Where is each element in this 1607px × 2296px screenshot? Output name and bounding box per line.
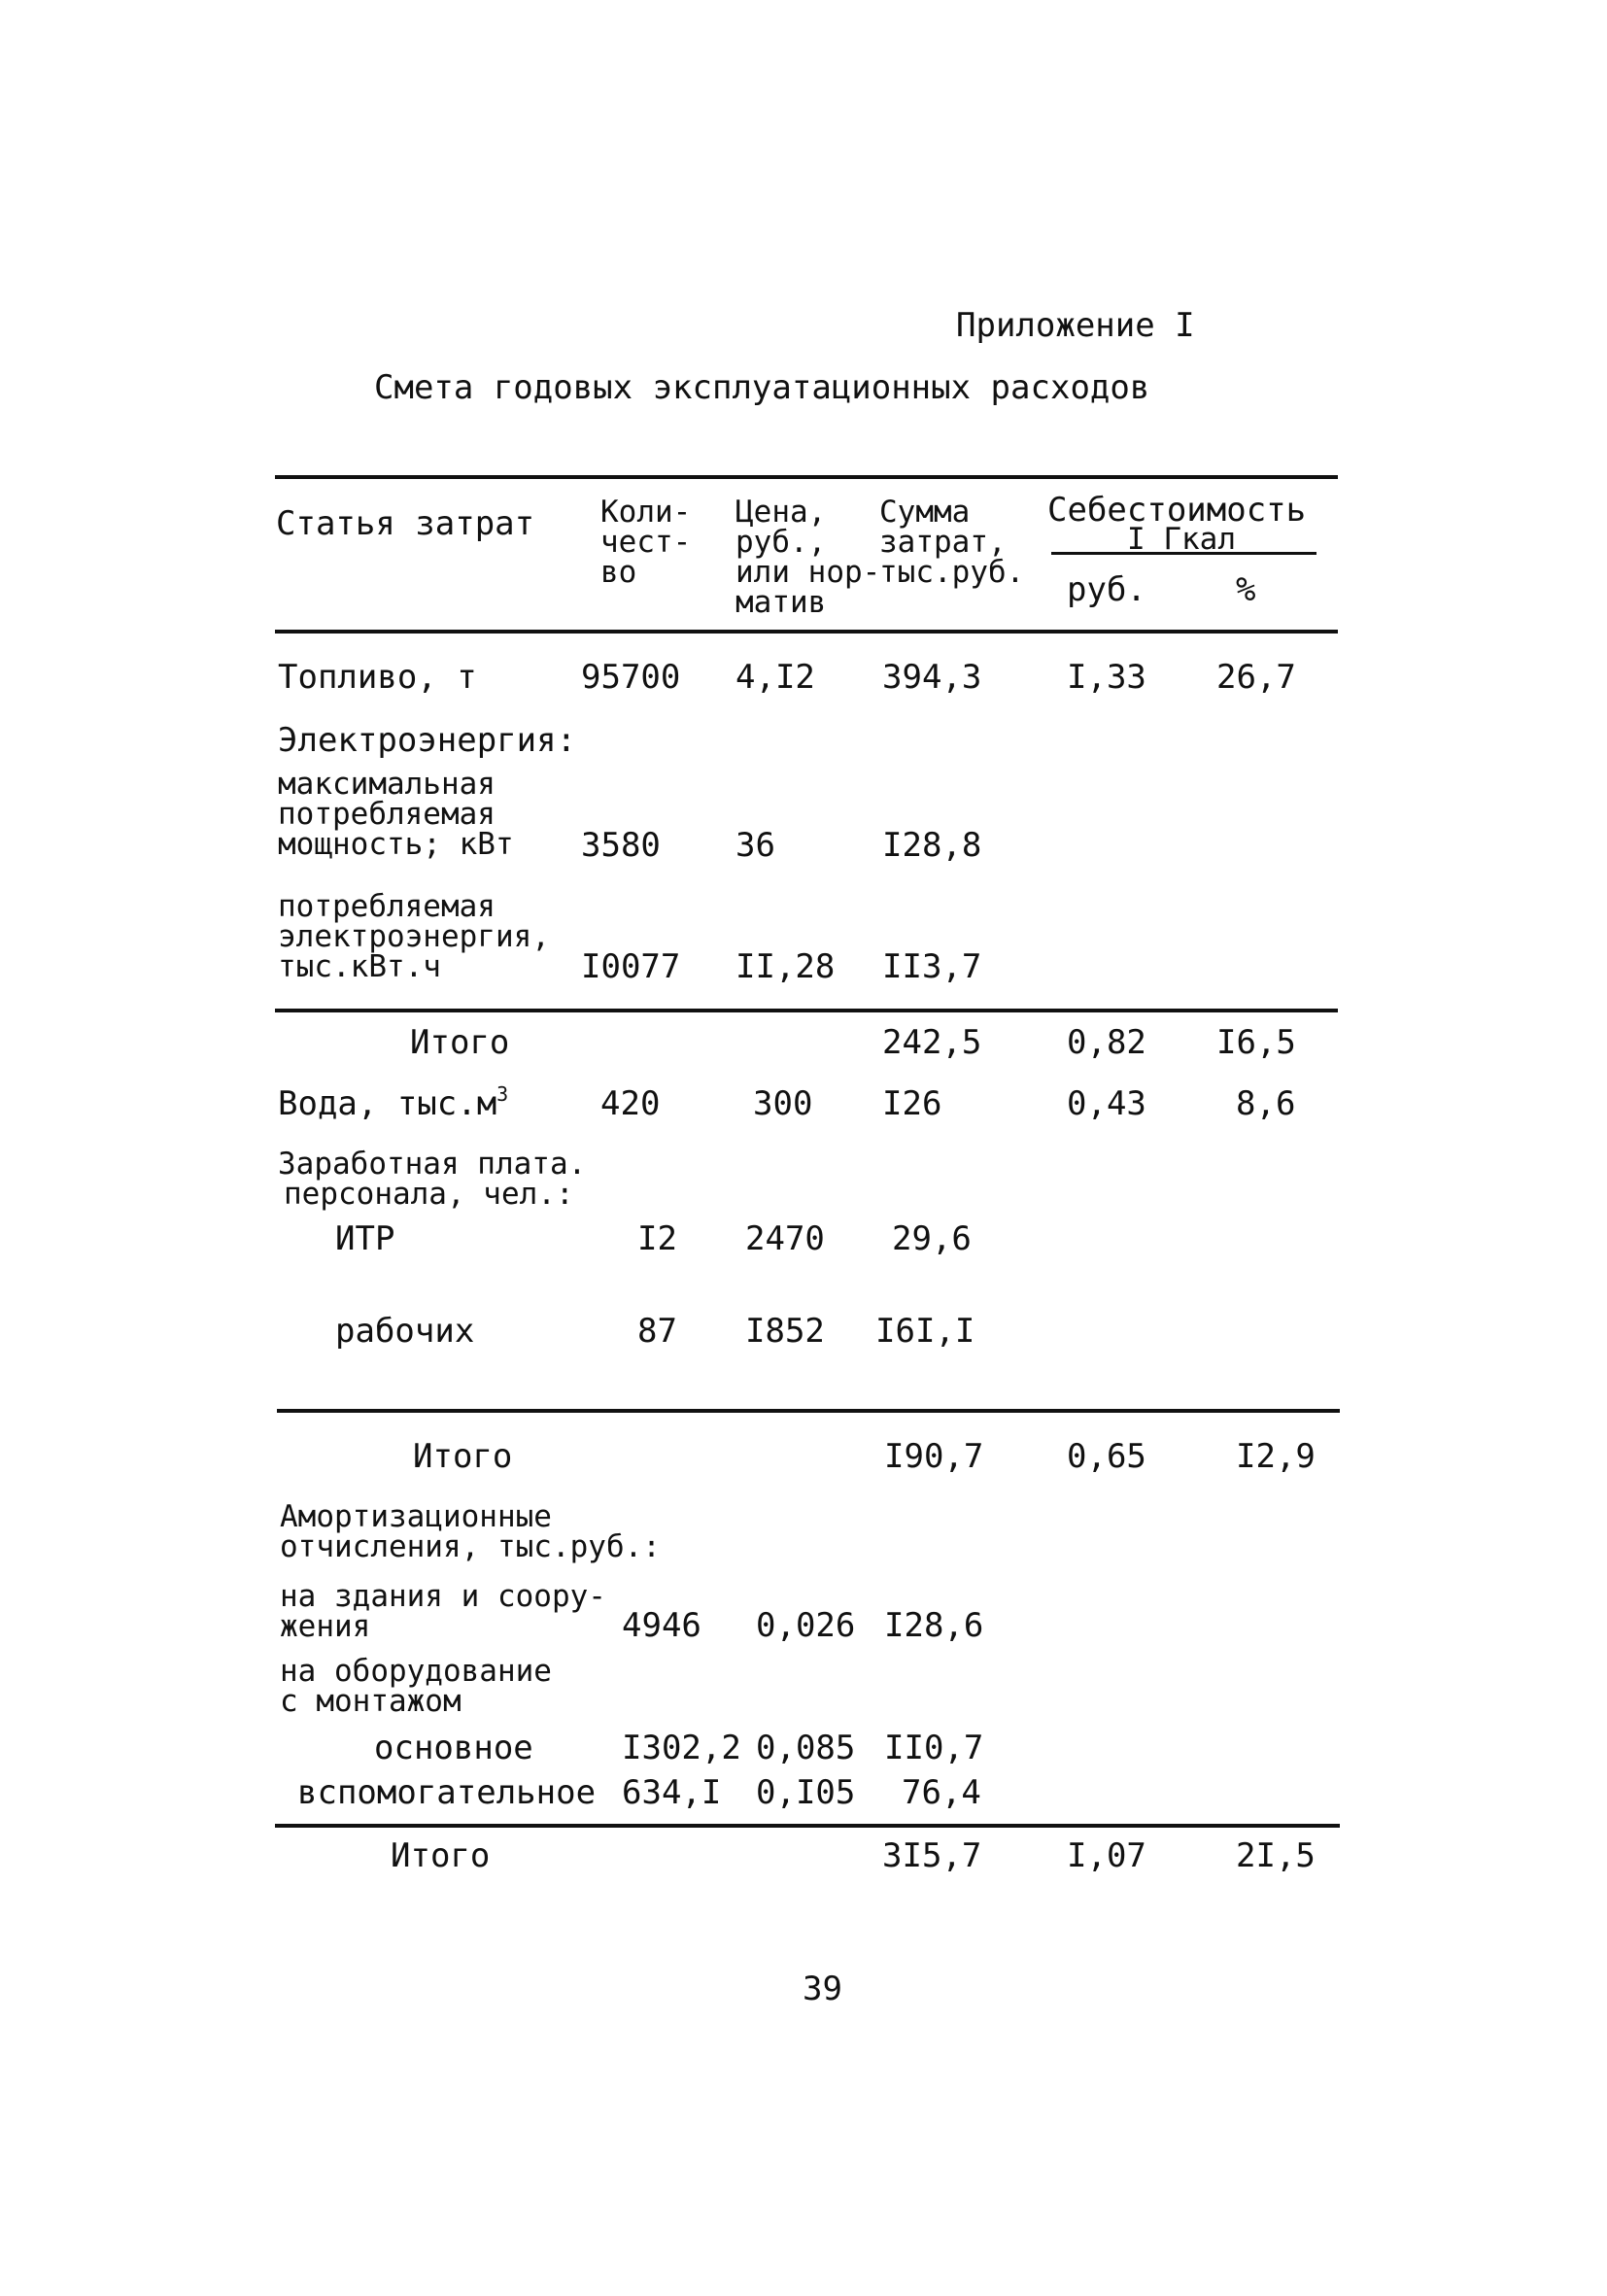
table-top-rule [275,475,1338,479]
main-equipment-sum: II0,7 [884,1729,984,1767]
total2-sum: I90,7 [884,1437,984,1476]
header-bottom-rule [275,630,1338,634]
aux-equipment-label: вспомогательное [297,1773,597,1812]
water-price: 300 [753,1084,813,1123]
electricity-header: Электроэнергия: [278,721,577,760]
buildings-sum: I28,6 [884,1606,984,1645]
workers-price: I852 [745,1312,825,1351]
total1-rub: 0,82 [1067,1023,1146,1062]
row-fuel-label: Топливо, т [278,658,477,697]
amort-header-2: отчисления, тыс.руб.: [280,1529,661,1564]
total2-pct: I2,9 [1236,1437,1316,1476]
aux-equipment-qty: 634,I [622,1773,722,1812]
consumed-label-2: электроэнергия, [278,919,550,954]
max-power-price: 36 [735,826,775,865]
header-price-2: руб., [735,525,827,560]
total1-label: Итого [410,1023,510,1062]
main-equipment-qty: I302,2 [622,1729,741,1767]
consumed-label-1: потребляемая [278,889,496,924]
main-equipment-price: 0,085 [756,1729,856,1767]
water-pct: 8,6 [1236,1084,1296,1123]
total3-rub: I,07 [1067,1836,1146,1875]
water-label: Вода, $тыс.м^3$ [278,1082,509,1123]
buildings-label-1: на здания и соору- [280,1579,606,1614]
rule-total3 [275,1824,1340,1828]
max-power-label-1: максимальная [278,767,496,802]
row-fuel-sum: 394,3 [882,658,982,697]
header-price-3: или нор- [735,555,881,590]
row-fuel-pct: 26,7 [1216,658,1296,697]
main-equipment-label: основное [374,1729,533,1767]
water-sum: I26 [882,1084,942,1123]
header-sum-3: тыс.руб. [879,555,1025,590]
header-qty-2: чест- [600,525,692,560]
itr-price: 2470 [745,1219,825,1258]
document-title: Смета годовых эксплуатационных расходов [374,368,1150,407]
consumed-qty: I0077 [581,947,681,986]
max-power-qty: 3580 [581,826,661,865]
water-qty: 420 [600,1084,661,1123]
header-qty-3: во [600,555,637,590]
itr-qty: I2 [637,1219,677,1258]
amort-header-1: Амортизационные [280,1499,552,1534]
header-cost: Себестоимость [1047,491,1307,530]
workers-sum: I6I,I [875,1312,975,1351]
salary-header-2: персонала, чел.: [284,1177,574,1212]
buildings-label-2: жения [280,1609,371,1644]
row-fuel-rub: I,33 [1067,658,1146,697]
header-price-4: матив [735,585,827,620]
buildings-price: 0,026 [756,1606,856,1645]
header-sum-1: Сумма [879,495,971,530]
header-price-1: Цена, [735,495,827,530]
header-sum-2: затрат, [879,525,1007,560]
aux-equipment-sum: 76,4 [902,1773,981,1812]
workers-qty: 87 [637,1312,677,1351]
header-cost-unit: I Гкал [1127,522,1236,557]
header-qty-1: Коли- [600,495,692,530]
total3-label: Итого [391,1836,491,1875]
appendix-label: Приложение I [956,306,1195,345]
workers-label: рабочих [335,1312,475,1351]
aux-equipment-price: 0,I05 [756,1773,856,1812]
total2-rub: 0,65 [1067,1437,1146,1476]
total3-sum: 3I5,7 [882,1836,982,1875]
consumed-sum: II3,7 [882,947,982,986]
total1-sum: 242,5 [882,1023,982,1062]
header-pct: % [1236,570,1256,609]
water-rub: 0,43 [1067,1084,1146,1123]
total3-pct: 2I,5 [1236,1836,1316,1875]
total2-label: Итого [413,1437,513,1476]
consumed-price: II,28 [735,947,836,986]
itr-label: ИТР [335,1219,395,1258]
water-unit-exponent: 3 [496,1082,509,1106]
row-fuel-qty: 95700 [581,658,681,697]
page-number: 39 [803,1970,842,2008]
row-fuel-price: 4,I2 [735,658,815,697]
max-power-label-2: потребляемая [278,797,496,832]
consumed-label-3: тыс.кВт.ч [278,949,441,984]
salary-header-1: Заработная плата. [278,1147,587,1182]
header-rub: руб. [1067,570,1146,609]
itr-sum: 29,6 [892,1219,972,1258]
rule-total2 [277,1409,1340,1413]
equipment-header-2: с монтажом [280,1684,462,1719]
equipment-header-1: на оборудование [280,1654,552,1689]
header-item: Статья затрат [276,504,535,543]
max-power-label-3: мощность; кВт [278,827,514,862]
total1-pct: I6,5 [1216,1023,1296,1062]
rule-total1 [275,1009,1338,1012]
buildings-qty: 4946 [622,1606,701,1645]
max-power-sum: I28,8 [882,826,982,865]
